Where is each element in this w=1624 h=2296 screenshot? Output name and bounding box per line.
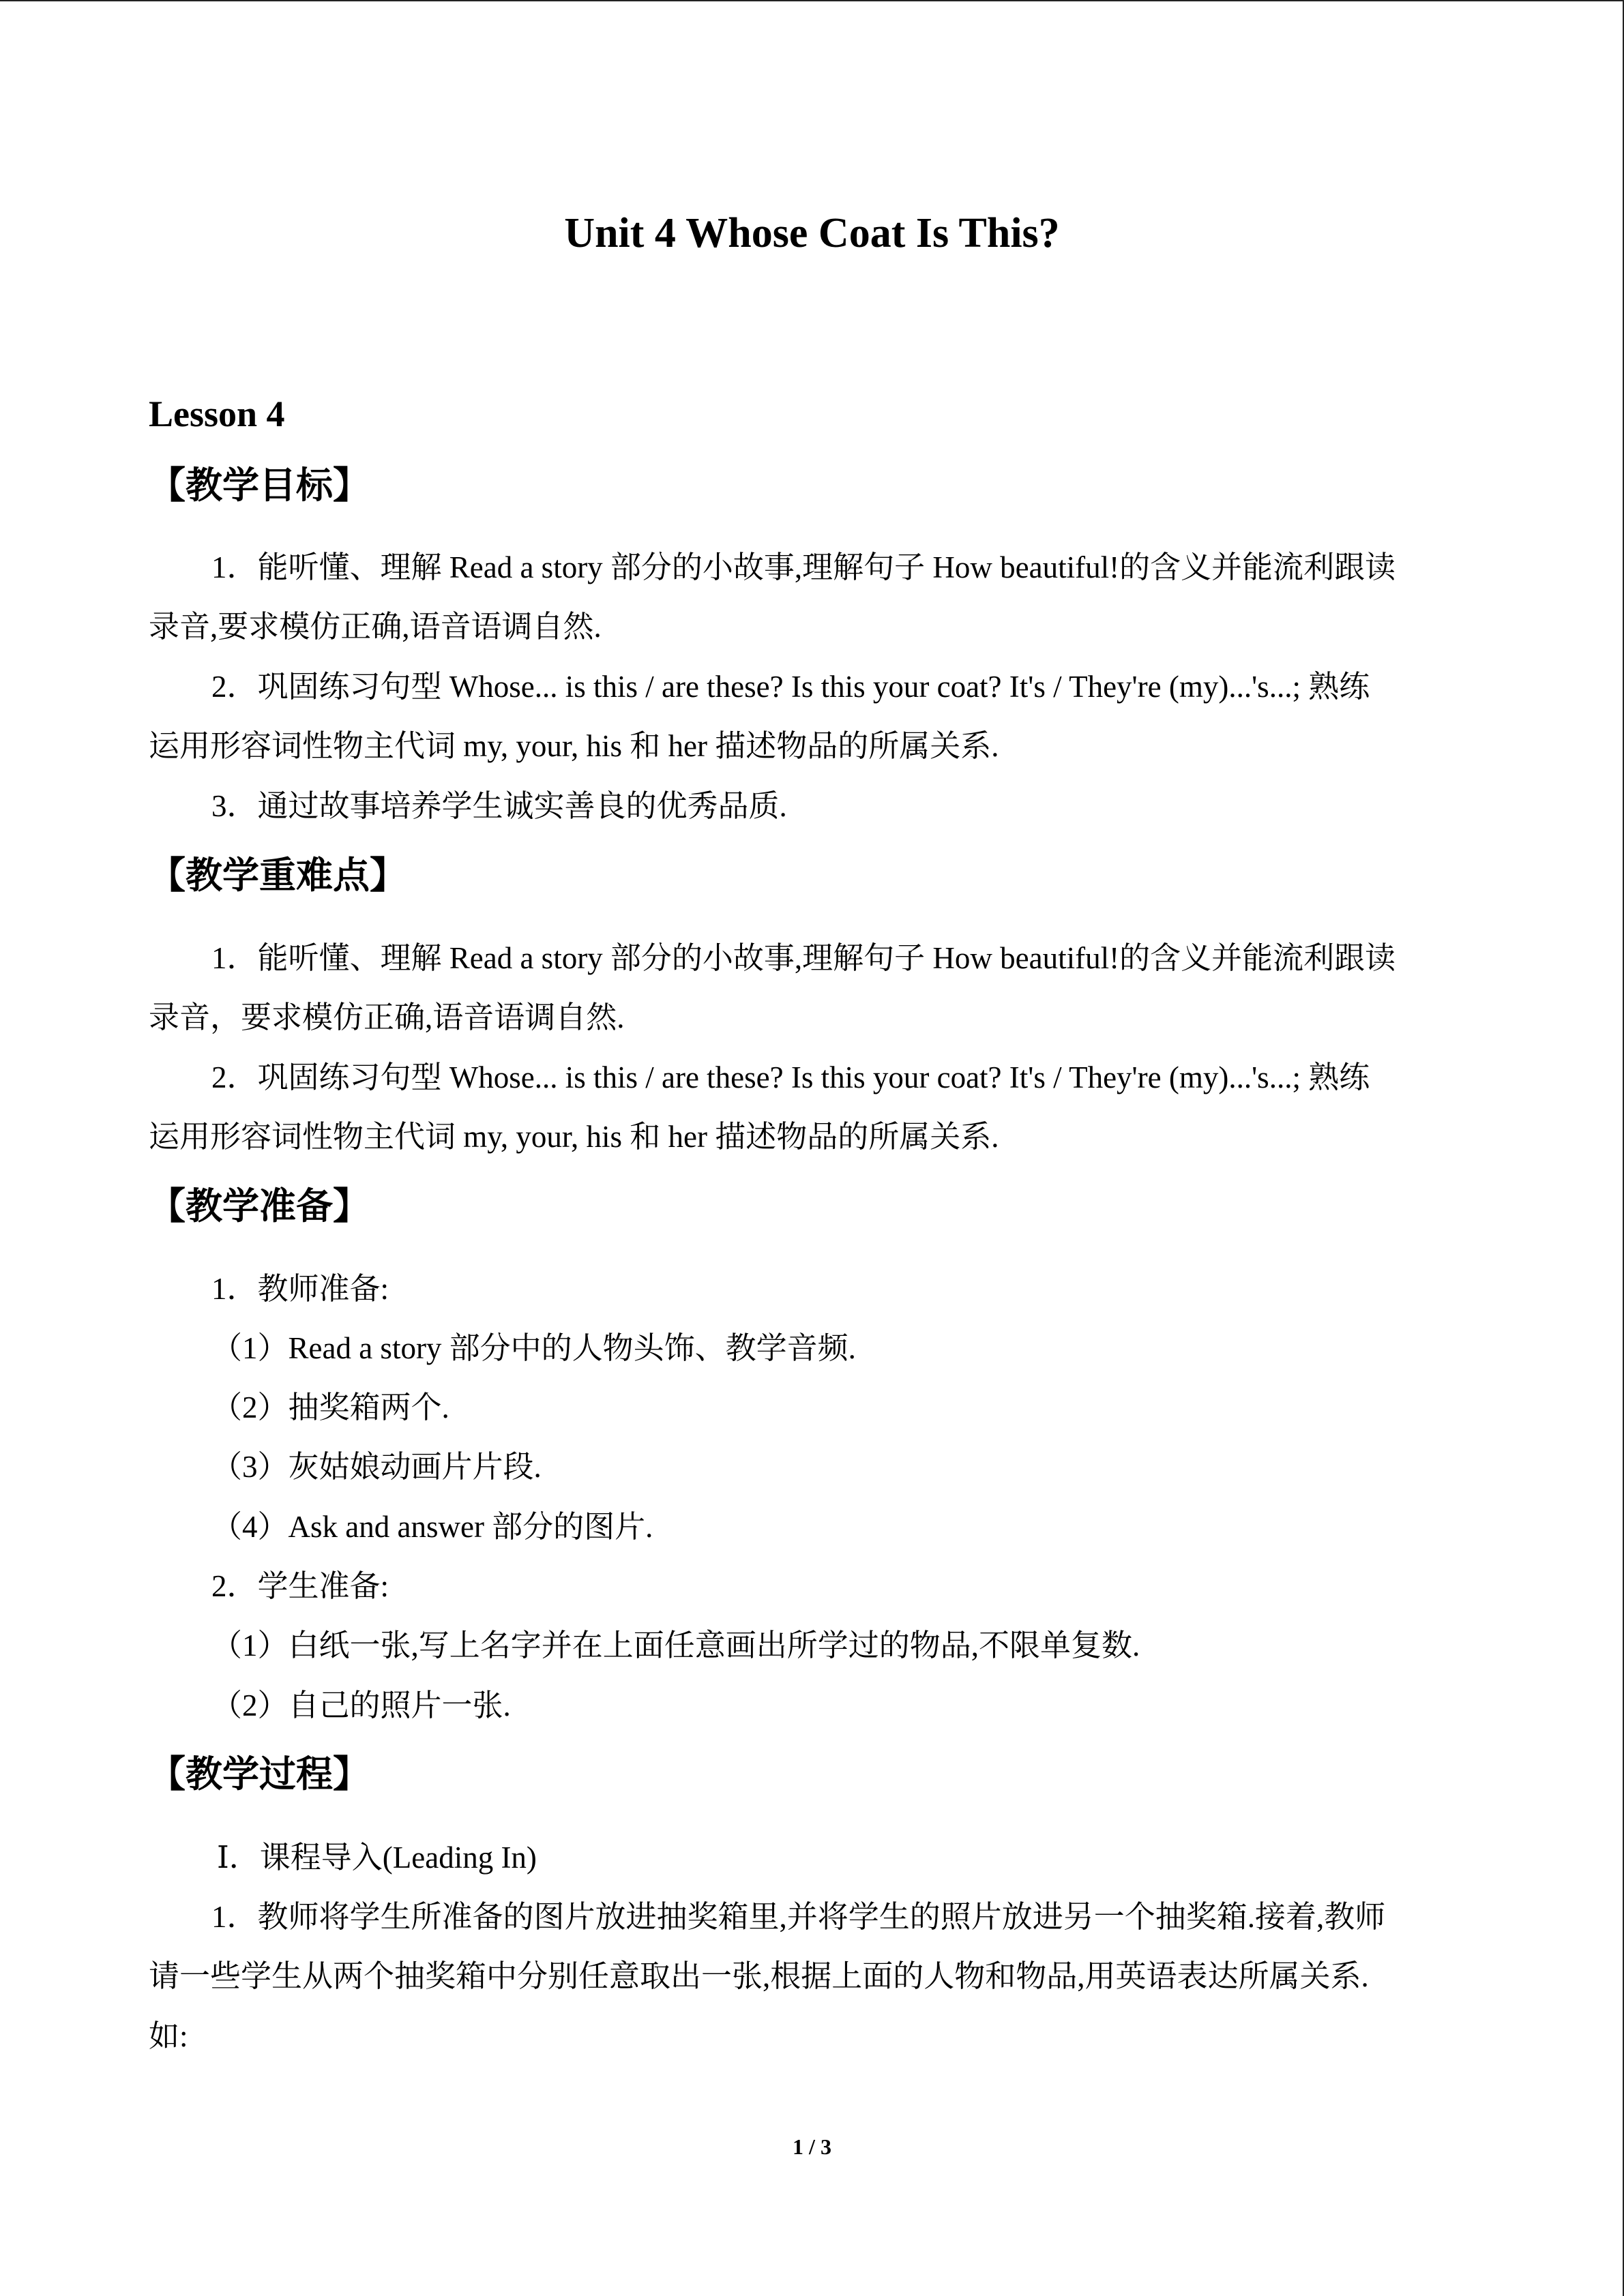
process-para-1-line-1: 1．教师将学生所准备的图片放进抽奖箱里,并将学生的照片放进另一个抽奖箱.接着,教师 bbox=[211, 1900, 1386, 1934]
objectives-heading: 【教学目标】 bbox=[149, 464, 370, 507]
page-border-top bbox=[0, 0, 1624, 1]
page-number: 1 / 3 bbox=[793, 2134, 831, 2159]
objective-2-line-2: 运用形容词性物主代词 my, your, his 和 her 描述物品的所属关系. bbox=[149, 729, 999, 763]
key-point-2-line-1: 2．巩固练习句型 Whose... is this / are these? Is this your coat? It's / They're (my)...'s...; 熟练 bbox=[211, 1060, 1370, 1094]
lesson-label: Lesson 4 bbox=[149, 393, 285, 434]
student-preparation-label: 2．学生准备: bbox=[211, 1569, 389, 1603]
key-point-2-line-2: 运用形容词性物主代词 my, your, his 和 her 描述物品的所属关系. bbox=[149, 1120, 999, 1154]
objective-1-line-2: 录音,要求模仿正确,语音语调自然. bbox=[149, 610, 602, 644]
process-stage-1: Ⅰ．课程导入(Leading In) bbox=[217, 1840, 537, 1875]
process-para-1-line-3: 如: bbox=[149, 2019, 188, 2053]
preparation-heading: 【教学准备】 bbox=[149, 1184, 370, 1227]
teacher-preparation-label: 1．教师准备: bbox=[211, 1272, 389, 1306]
teacher-prep-item-2: （2）抽奖箱两个. bbox=[211, 1390, 449, 1425]
key-points-heading: 【教学重难点】 bbox=[149, 854, 407, 897]
student-prep-item-2: （2）自己的照片一张. bbox=[211, 1688, 511, 1723]
objective-2-line-1: 2．巩固练习句型 Whose... is this / are these? Is this your coat? It's / They're (my)...'s...; 熟练 bbox=[211, 670, 1370, 704]
key-point-1-line-1: 1．能听懂、理解 Read a story 部分的小故事,理解句子 How beautiful!的含义并能流利跟读 bbox=[211, 941, 1396, 975]
teacher-prep-item-3: （3）灰姑娘动画片片段. bbox=[211, 1450, 542, 1484]
key-point-1-line-2: 录音，要求模仿正确,语音语调自然. bbox=[149, 1000, 625, 1034]
process-para-1-line-2: 请一些学生从两个抽奖箱中分别任意取出一张,根据上面的人物和物品,用英语表达所属关系. bbox=[149, 1959, 1369, 1993]
teacher-prep-item-4: （4）Ask and answer 部分的图片. bbox=[211, 1510, 653, 1544]
objective-1-line-1: 1．能听懂、理解 Read a story 部分的小故事,理解句子 How beautiful!的含义并能流利跟读 bbox=[211, 550, 1396, 584]
student-prep-item-1: （1）白纸一张,写上名字并在上面任意画出所学过的物品,不限单复数. bbox=[211, 1628, 1140, 1663]
teacher-prep-item-1: （1）Read a story 部分中的人物头饰、教学音频. bbox=[211, 1331, 856, 1365]
process-heading: 【教学过程】 bbox=[149, 1753, 370, 1795]
objective-3-line-1: 3．通过故事培养学生诚实善良的优秀品质. bbox=[211, 789, 787, 823]
document-title: Unit 4 Whose Coat Is This? bbox=[564, 210, 1060, 256]
